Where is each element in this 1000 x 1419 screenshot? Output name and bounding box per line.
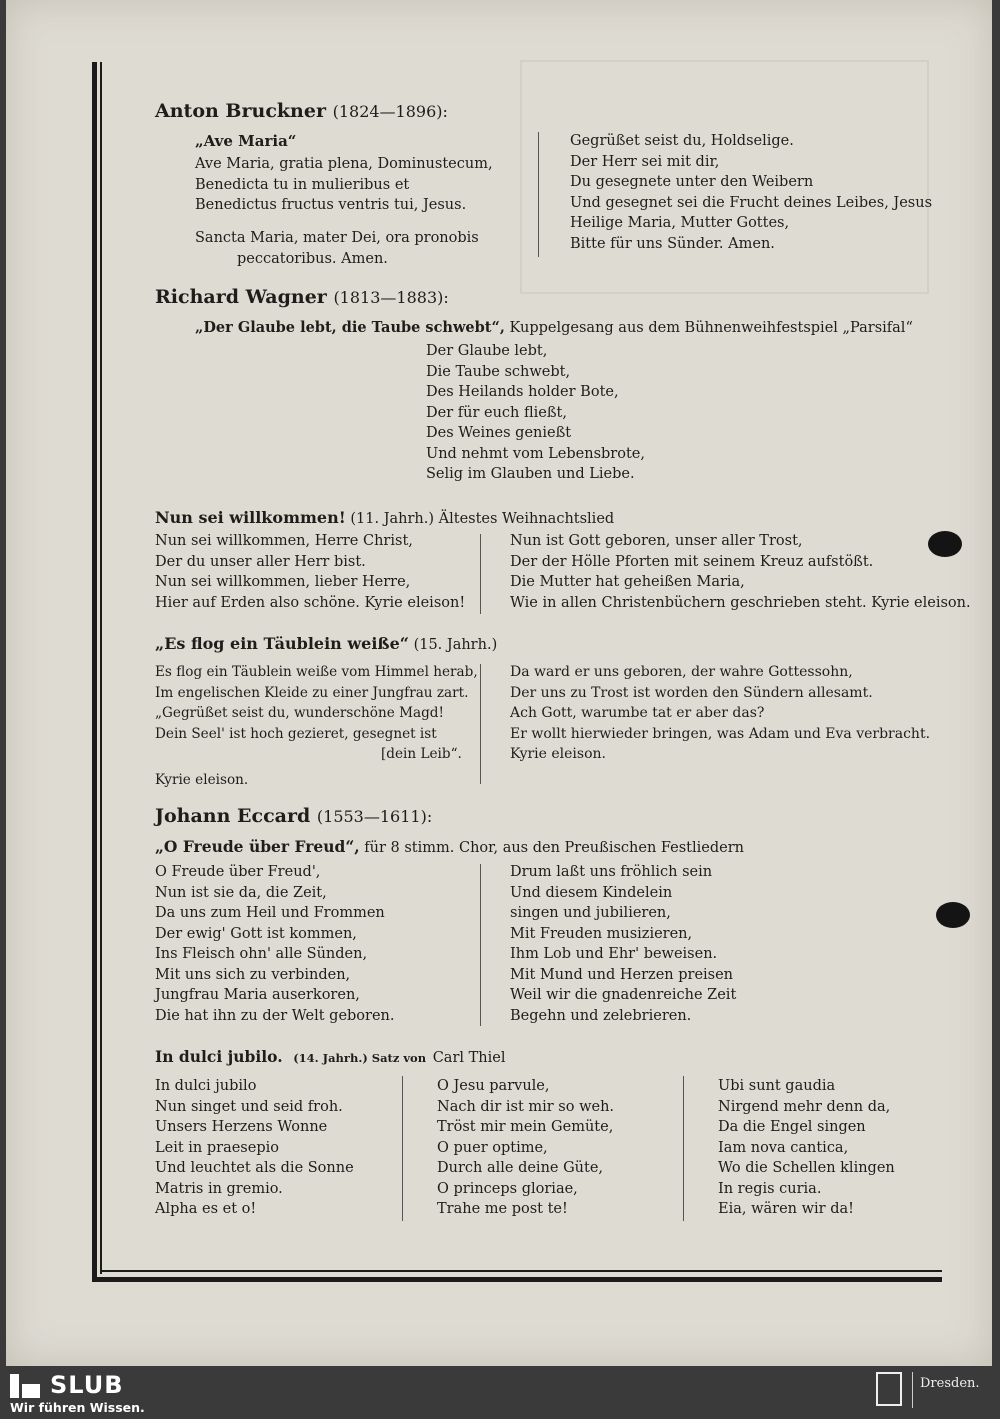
dulci-column-1 xyxy=(155,1076,354,1220)
composer-name: Anton Bruckner xyxy=(155,100,326,122)
verse-line: Und nehmt vom Lebensbrote, xyxy=(426,445,645,462)
verse-line: Hier auf Erden also schöne. Kyrie eleison! xyxy=(155,594,466,611)
verse-line: Die hat ihn zu der Welt geboren. xyxy=(155,1007,395,1024)
verse-line: Begehn und zelebrieren. xyxy=(510,1007,692,1024)
work-title: In dulci jubilo. xyxy=(155,1047,283,1066)
eccard-verse-left xyxy=(155,862,395,1026)
work-subtitle: (15. Jahrh.) xyxy=(413,637,498,653)
verse-line: Benedictus fructus ventris tui, Jesus. xyxy=(195,197,467,213)
verse-line: Dein Seel' ist hoch gezieret, gesegnet ist xyxy=(155,725,437,742)
border-rule-bottom-inner xyxy=(100,1270,942,1272)
verse-line: Da ward er uns geboren, der wahre Gottessohn, xyxy=(510,664,853,680)
willkommen-heading xyxy=(155,508,614,530)
verse-line: Weil wir die gnadenreiche Zeit xyxy=(510,987,737,1003)
verse-line: peccatoribus. Amen. xyxy=(237,250,388,267)
verse-line: Nun sei willkommen, Herre Christ, xyxy=(155,533,413,549)
verse-line: Iam nova cantica, xyxy=(718,1139,849,1156)
verse-line: Es flog ein Täublein weiße vom Himmel herab, xyxy=(155,664,478,680)
column-divider xyxy=(538,132,539,257)
divider xyxy=(912,1372,913,1408)
composer-years: (1553—1611): xyxy=(316,807,433,826)
dulci-column-2 xyxy=(437,1076,614,1220)
german-verse xyxy=(570,131,932,254)
verse-line: singen und jubilieren, xyxy=(510,905,671,921)
verse-line: Die Mutter hat geheißen Maria, xyxy=(510,574,745,590)
verse-line: Mit Mund und Herzen preisen xyxy=(510,966,734,983)
verse-line: Sancta Maria, mater Dei, ora pronobis xyxy=(195,230,479,246)
work-title: „Ave Maria“ xyxy=(195,132,297,150)
work-title-line xyxy=(195,318,913,339)
verse-line: Ihm Lob und Ehr' beweisen. xyxy=(510,946,718,962)
verse-line: In dulci jubilo xyxy=(155,1078,257,1094)
verse-line: Heilige Maria, Mutter Gottes, xyxy=(570,215,790,231)
eccard-heading xyxy=(155,806,432,828)
column-divider xyxy=(683,1076,684,1221)
work-title-line xyxy=(155,837,744,859)
wagner-verse xyxy=(426,341,645,485)
verse-line: Ave Maria, gratia plena, Dominustecum, xyxy=(195,156,493,172)
composer-name: Johann Eccard xyxy=(155,805,311,827)
verse-line: O princeps gloriae, xyxy=(437,1180,578,1197)
column-divider xyxy=(480,534,481,614)
verse-line: „Gegrüßet seist du, wunderschöne Magd! xyxy=(155,705,444,721)
dulci-column-3 xyxy=(718,1076,895,1220)
verse-line: Nirgend mehr denn da, xyxy=(718,1098,891,1115)
verse-line: Alpha es et o! xyxy=(155,1201,257,1217)
work-subtitle: Kuppelgesang aus dem Bühnenweihfestspiel „Parsifal“ xyxy=(509,320,913,336)
composer-years: (1813—1883): xyxy=(333,288,449,307)
verse-line: O Jesu parvule, xyxy=(437,1078,550,1094)
taeublein-verse-right xyxy=(510,662,930,765)
verse-line: Nun ist Gott geboren, unser aller Trost, xyxy=(510,533,803,549)
work-title: „Der Glaube lebt, die Taube schwebt“, xyxy=(195,319,505,336)
latin-verse xyxy=(195,154,493,216)
border-rule-left xyxy=(92,62,97,1282)
verse-line: Leit in praesepio xyxy=(155,1139,279,1156)
verse-line: Der für euch fließt, xyxy=(426,404,567,421)
verse-line: Des Weines genießt xyxy=(426,425,572,441)
verse-line: Die Taube schwebt, xyxy=(426,363,571,380)
verse-line: [dein Leib“. xyxy=(381,746,462,762)
verse-line: Drum laßt uns fröhlich sein xyxy=(510,864,713,880)
composer-years: (1824—1896): xyxy=(332,102,448,121)
eccard-verse-right xyxy=(510,862,736,1026)
verse-line: Der uns zu Trost ist worden den Sündern allesamt. xyxy=(510,684,873,701)
verse-line: Benedicta tu in mulieribus et xyxy=(195,176,410,193)
verse-line: O puer optime, xyxy=(437,1139,548,1156)
verse-line: Im engelischen Kleide zu einer Jungfrau zart. xyxy=(155,684,469,701)
verse-line: Der Glaube lebt, xyxy=(426,343,548,359)
verse-line: Mit Freuden musizieren, xyxy=(510,925,693,942)
verse-line: Matris in gremio. xyxy=(155,1180,283,1197)
verse-line: Und leuchtet als die Sonne xyxy=(155,1160,354,1176)
verse-line: Nun ist sie da, die Zeit, xyxy=(155,884,327,901)
border-rule-left-inner xyxy=(100,62,102,1274)
verse-line: Nun singet und seid froh. xyxy=(155,1098,343,1115)
punch-hole xyxy=(936,902,970,928)
verse-line: Ins Fleisch ohn' alle Sünden, xyxy=(155,946,368,962)
verse-line: Kyrie eleison. xyxy=(510,746,606,762)
verse-line: Nun sei willkommen, lieber Herre, xyxy=(155,574,411,590)
verse-line: Ach Gott, warumbe tat er aber das? xyxy=(510,705,765,721)
verse-line: Jungfrau Maria auserkoren, xyxy=(155,987,360,1003)
verse-line: Wie in allen Christenbüchern geschrieben steht. Kyrie eleison. xyxy=(510,594,971,611)
border-rule-bottom xyxy=(92,1277,942,1282)
city-logo-text[interactable]: Dresden. xyxy=(920,1376,980,1391)
verse-line: Gegrüßet seist du, Holdselige. xyxy=(570,133,794,149)
slub-logo-icon[interactable] xyxy=(10,1374,40,1398)
taeublein-verse-left xyxy=(155,662,478,790)
work-title: „O Freude über Freud“, xyxy=(155,837,360,856)
verse-line: Bitte für uns Sünder. Amen. xyxy=(570,235,775,252)
verse-line: Des Heilands holder Bote, xyxy=(426,384,619,400)
verse-line: Und diesem Kindelein xyxy=(510,884,673,901)
verse-line: Und gesegnet sei die Frucht deines Leibes, Jesus xyxy=(570,194,933,211)
work-title: Nun sei willkommen! xyxy=(155,508,346,527)
work-subtitle: (14. Jahrh.) Satz von xyxy=(293,1051,427,1065)
column-divider xyxy=(402,1076,403,1221)
willkommen-verse-left xyxy=(155,531,465,613)
footer-bar xyxy=(0,1366,1000,1419)
column-divider xyxy=(480,864,481,1026)
verse-line: Wo die Schellen klingen xyxy=(718,1160,895,1176)
verse-line: Kyrie eleison. xyxy=(155,771,249,788)
verse-line: Trahe me post te! xyxy=(437,1201,568,1217)
verse-line: In regis curia. xyxy=(718,1180,822,1197)
verse-line: Du gesegnete unter den Weibern xyxy=(570,174,814,190)
verse-line: Der der Hölle Pforten mit seinem Kreuz aufstößt. xyxy=(510,553,874,570)
verse-line: Eia, wären wir da! xyxy=(718,1201,854,1217)
verse-line: Nach dir ist mir so weh. xyxy=(437,1098,615,1115)
work-subtitle: für 8 stimm. Chor, aus den Preußischen Festliedern xyxy=(364,840,744,856)
verse-line: Selig im Glauben und Liebe. xyxy=(426,466,635,482)
latin-verse-2 xyxy=(195,228,479,269)
city-crest-icon xyxy=(876,1372,902,1406)
willkommen-verse-right xyxy=(510,531,971,613)
verse-line: Durch alle deine Güte, xyxy=(437,1160,604,1176)
bruckner-heading xyxy=(155,101,448,123)
verse-line: Der ewig' Gott ist kommen, xyxy=(155,925,357,942)
work-subtitle: (11. Jahrh.) Ältestes Weihnachtslied xyxy=(350,511,615,527)
arranger-name: Carl Thiel xyxy=(432,1050,506,1066)
composer-name: Richard Wagner xyxy=(155,286,327,308)
verse-line: Da die Engel singen xyxy=(718,1119,866,1135)
library-tagline: Wir führen Wissen. xyxy=(10,1400,145,1415)
verse-line: Der du unser aller Herr bist. xyxy=(155,553,366,570)
verse-line: Unsers Herzens Wonne xyxy=(155,1119,328,1135)
library-logo-text[interactable]: SLUB xyxy=(50,1371,124,1399)
verse-line: Da uns zum Heil und Frommen xyxy=(155,905,385,921)
taeublein-heading xyxy=(155,634,497,656)
verse-line: Mit uns sich zu verbinden, xyxy=(155,966,351,983)
wagner-heading xyxy=(155,287,449,309)
dulci-heading xyxy=(155,1047,506,1069)
verse-line: Er wollt hierwieder bringen, was Adam und Eva verbracht. xyxy=(510,725,931,742)
verse-line: Der Herr sei mit dir, xyxy=(570,153,720,170)
verse-line: Ubi sunt gaudia xyxy=(718,1078,836,1094)
verse-line: Tröst mir mein Gemüte, xyxy=(437,1119,614,1135)
verse-line: O Freude über Freud', xyxy=(155,864,321,880)
column-divider xyxy=(480,664,481,784)
work-title: „Es flog ein Täublein weiße“ xyxy=(155,634,409,653)
